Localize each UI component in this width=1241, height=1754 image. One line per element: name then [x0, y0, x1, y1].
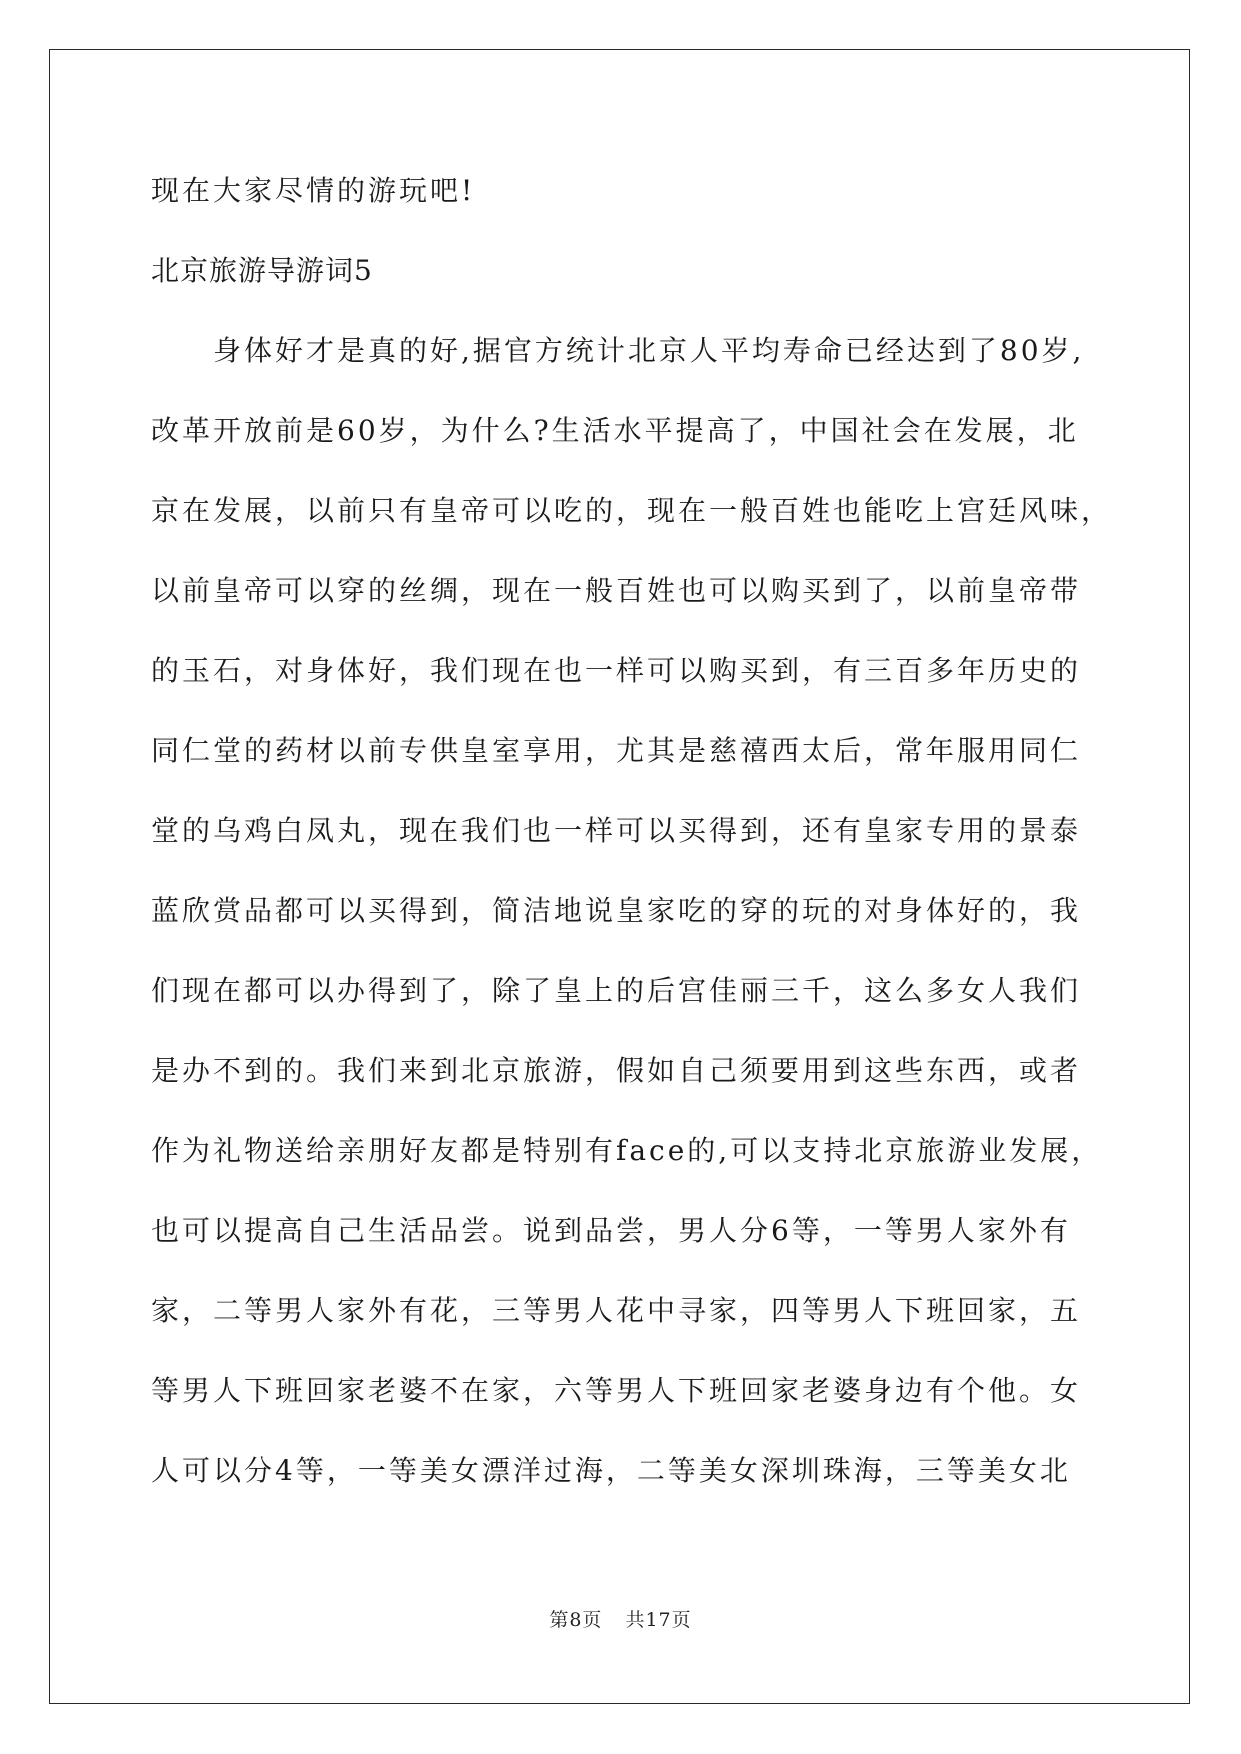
text-line: 身体好才是真的好,据官方统计北京人平均寿命已经达到了80岁, — [213, 334, 1085, 367]
page-footer — [0, 1605, 1241, 1632]
text-line: 同仁堂的药材以前专供皇室享用，尤其是慈禧西太后，常年服用同仁 — [151, 734, 1082, 767]
text-line: 人可以分4等，一等美女漂洋过海，二等美女深圳珠海，三等美女北 — [151, 1454, 1071, 1487]
text-line: 改革开放前是60岁，为什么?生活水平提高了，中国社会在发展，北 — [151, 414, 1079, 447]
text-line: 堂的乌鸡白凤丸，现在我们也一样可以买得到，还有皇家专用的景泰 — [151, 814, 1082, 847]
text-line: 京在发展，以前只有皇帝可以吃的，现在一般百姓也能吃上宫廷风味， — [151, 494, 1113, 527]
text-line: 家，二等男人家外有花，三等男人花中寻家，四等男人下班回家，五 — [151, 1294, 1082, 1327]
section-heading: 北京旅游导游词5 — [151, 254, 373, 287]
text-line: 作为礼物送给亲朋好友都是特别有face的,可以支持北京旅游业发展， — [151, 1134, 1103, 1167]
text-line: 也可以提高自己生活品尝。说到品尝，男人分6等，一等男人家外有 — [151, 1214, 1071, 1247]
text-line: 们现在都可以办得到了，除了皇上的后宫佳丽三千，这么多女人我们 — [151, 974, 1082, 1007]
page-number: 第8页 — [549, 1609, 603, 1631]
text-line: 的玉石，对身体好，我们现在也一样可以购买到，有三百多年历史的 — [151, 654, 1082, 687]
text-line: 是办不到的。我们来到北京旅游，假如自己须要用到这些东西，或者 — [151, 1054, 1082, 1087]
text-line: 蓝欣赏品都可以买得到，简洁地说皇家吃的穿的玩的对身体好的，我 — [151, 894, 1082, 927]
document-body — [151, 166, 1113, 1526]
text-line: 现在大家尽情的游玩吧! — [151, 174, 476, 207]
text-line: 以前皇帝可以穿的丝绸，现在一般百姓也可以购买到了，以前皇帝带 — [151, 574, 1082, 607]
text-line: 等男人下班回家老婆不在家，六等男人下班回家老婆身边有个他。女 — [151, 1374, 1082, 1407]
page-total: 共17页 — [625, 1609, 692, 1631]
